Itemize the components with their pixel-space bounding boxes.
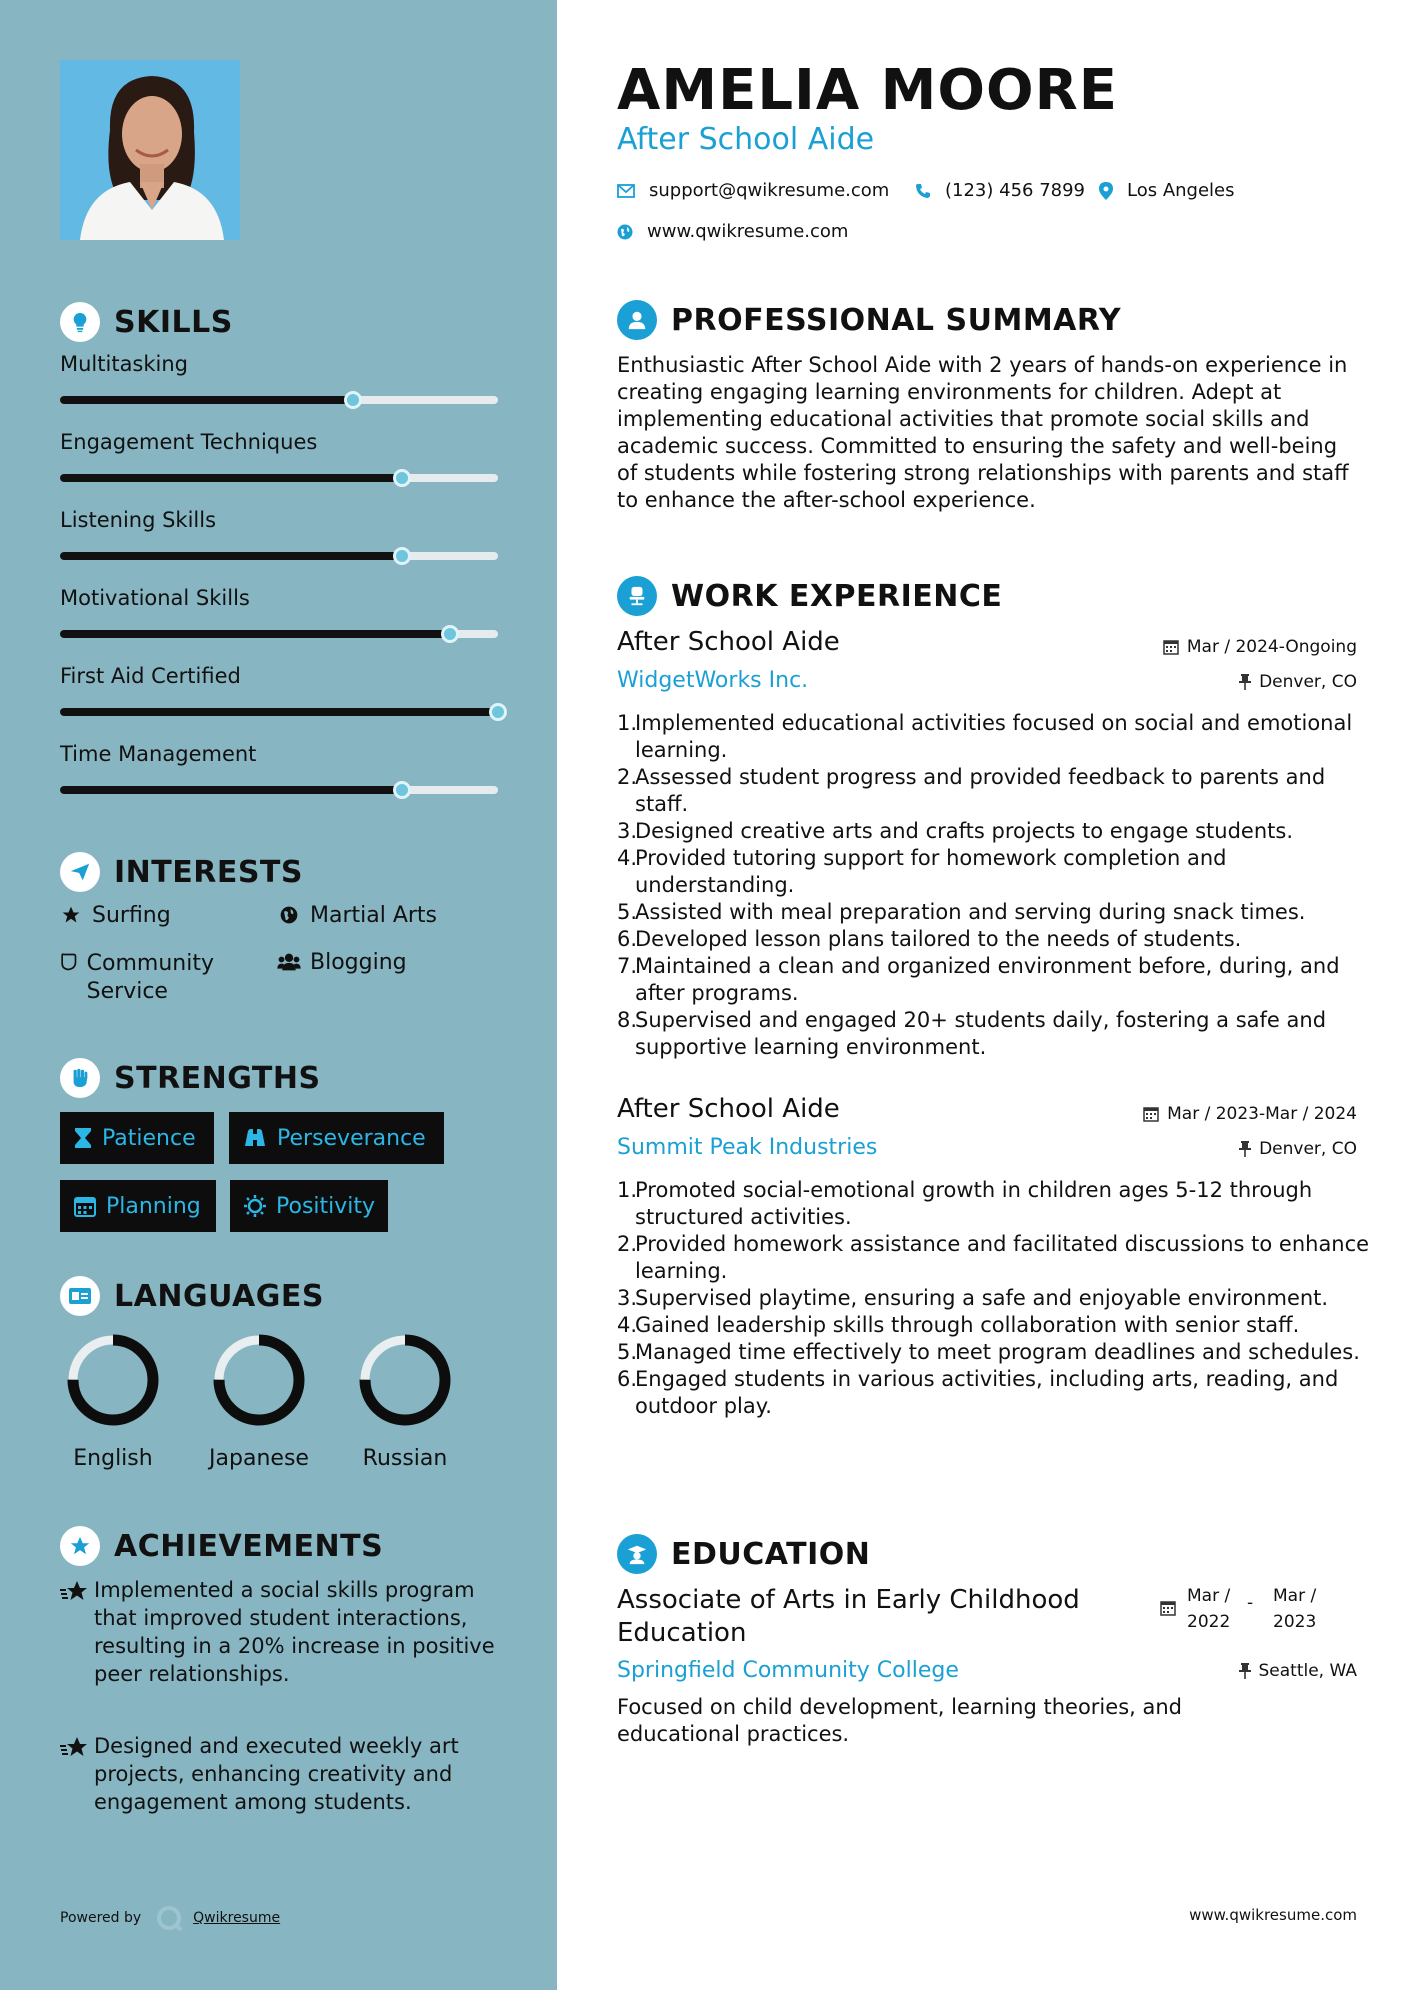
bullet-text: Implemented educational activities focused on social and emotional learning. [635, 711, 1353, 762]
job-company: WidgetWorks Inc. [617, 668, 809, 693]
bullet-number: 6. [617, 927, 638, 951]
job-title: After School Aide [617, 627, 840, 657]
bullet-text: Promoted social-emotional growth in children ages 5-12 through structured activities. [635, 1178, 1313, 1229]
interest-blogging [276, 950, 407, 975]
job-company: Summit Peak Industries [617, 1135, 878, 1160]
calendar-icon [1143, 1106, 1159, 1122]
bullet-text: Provided tutoring support for homework completion and understanding. [635, 846, 1227, 897]
bullet-number: 4. [617, 846, 638, 870]
skill-bar-knob [393, 781, 411, 799]
contact-location [1099, 180, 1235, 201]
shooting-star-icon [60, 1732, 94, 1816]
pushpin-icon [1239, 1663, 1251, 1679]
languages-header [60, 1276, 324, 1316]
skill-bar [60, 708, 498, 716]
skill-bar-fill [60, 630, 450, 638]
bullet-number: 1. [617, 1178, 638, 1202]
education-location-text: Seattle, WA [1258, 1661, 1357, 1681]
language-label: English [73, 1446, 153, 1471]
language-label: Russian [362, 1446, 448, 1471]
language-japanese [194, 1330, 324, 1471]
interests-title: INTERESTS [114, 854, 303, 890]
language-russian [340, 1330, 470, 1471]
skill-label: Time Management [60, 742, 257, 766]
job-bullet [617, 1177, 1377, 1231]
job-location-text: Denver, CO [1259, 1139, 1357, 1159]
strength-badge-positivity [230, 1180, 388, 1232]
language-ring-russian [355, 1330, 455, 1430]
paper-plane-icon [60, 852, 100, 892]
main-content [557, 0, 1407, 1990]
skill-bar-fill [60, 786, 402, 794]
phone-text: (123) 456 7899 [945, 180, 1086, 201]
strength-badge-perseverance [229, 1112, 444, 1164]
bullet-number: 8. [617, 1008, 638, 1032]
skills-header [60, 302, 233, 342]
binoculars-icon [243, 1128, 267, 1148]
fist-icon [60, 1058, 100, 1098]
users-icon [276, 950, 302, 972]
contact-phone [915, 180, 1085, 201]
hand-icon [58, 950, 79, 972]
skill-label: Listening Skills [60, 508, 217, 532]
phone-icon [915, 183, 931, 199]
skill-label: Motivational Skills [60, 586, 250, 610]
calendar-icon [1160, 1600, 1176, 1616]
website-link[interactable]: www.qwikresume.com [647, 221, 849, 242]
star-icon [58, 903, 84, 925]
skill-bar [60, 630, 498, 638]
graduate-icon [617, 1534, 657, 1574]
language-ring-japanese [209, 1330, 309, 1430]
summary-header [617, 300, 1121, 340]
interest-surfing [58, 903, 171, 928]
education-school: Springfield Community College [617, 1658, 959, 1683]
strength-label: Planning [106, 1193, 201, 1219]
interest-label: Surfing [92, 903, 171, 928]
envelope-icon [617, 184, 635, 198]
job-dates-text: Mar / 2023-Mar / 2024 [1167, 1104, 1357, 1124]
bullet-number: 3. [617, 819, 638, 843]
strength-badge-patience [60, 1112, 214, 1164]
qwikresume-link[interactable]: Qwikresume [193, 1910, 281, 1926]
achievement-text: Implemented a social skills program that improved student interactions, resulting in a 20% increase in positive peer relationships. [94, 1578, 495, 1686]
language-ring-english [63, 1330, 163, 1430]
qwikresume-logo-icon [155, 1904, 183, 1932]
star-badge-icon [60, 1526, 100, 1566]
skill-bar [60, 786, 498, 794]
profile-photo [60, 60, 240, 240]
globe-icon [617, 224, 633, 240]
strengths-title: STRENGTHS [114, 1060, 321, 1096]
date-separator: - [1247, 1593, 1254, 1613]
globe-icon [276, 903, 302, 925]
bullet-text: Assisted with meal preparation and serving during snack times. [635, 900, 1306, 924]
lightbulb-icon [60, 302, 100, 342]
powered-label: Powered by [60, 1910, 142, 1926]
job-bullet [617, 818, 1377, 845]
skill-bar-knob [393, 547, 411, 565]
job-location-text: Denver, CO [1259, 672, 1357, 692]
bullet-text: Designed creative arts and crafts projects to engage students. [635, 819, 1293, 843]
job-bullet [617, 845, 1377, 899]
skill-label: Multitasking [60, 352, 189, 376]
bullet-text: Developed lesson plans tailored to the needs of students. [635, 927, 1242, 951]
skill-bar [60, 474, 498, 482]
skill-label: First Aid Certified [60, 664, 241, 688]
work-header [617, 576, 1002, 616]
education-degree: Associate of Arts in Early Childhood Education [617, 1585, 1080, 1648]
achievement-text: Designed and executed weekly art projects, enhancing creativity and engagement among students. [94, 1734, 459, 1814]
skill-item [60, 352, 498, 404]
strength-badge-planning [60, 1180, 216, 1232]
work-title: WORK EXPERIENCE [671, 578, 1003, 614]
shooting-star-icon [60, 1576, 94, 1688]
skill-item [60, 586, 498, 638]
id-card-icon [60, 1276, 100, 1316]
pushpin-icon [1239, 674, 1251, 690]
job-bullet [617, 710, 1377, 764]
bullet-text: Assessed student progress and provided feedback to parents and staff. [635, 765, 1326, 816]
job-bullet-list [617, 710, 1377, 1061]
job-dates-text: Mar / 2024-Ongoing [1186, 637, 1357, 657]
skill-item [60, 430, 498, 482]
bullet-text: Managed time effectively to meet program deadlines and schedules. [635, 1340, 1360, 1364]
skill-bar-knob [441, 625, 459, 643]
education-end-date: Mar / 2023 [1273, 1586, 1317, 1632]
job-bullet [617, 1366, 1377, 1420]
language-label: Japanese [209, 1446, 309, 1471]
skill-item [60, 742, 498, 794]
education-header [617, 1534, 870, 1574]
interest-community-service [58, 950, 258, 1006]
bullet-text: Supervised playtime, ensuring a safe and enjoyable environment. [635, 1286, 1329, 1310]
skill-bar-knob [489, 703, 507, 721]
interest-label: Community Service [86, 951, 214, 1004]
skill-label: Engagement Techniques [60, 430, 318, 454]
bullet-number: 5. [617, 1340, 638, 1364]
powered-by [60, 1904, 280, 1932]
achievement-item [60, 1732, 500, 1816]
interests-header [60, 852, 303, 892]
job-bullet [617, 953, 1377, 1007]
bullet-number: 3. [617, 1286, 638, 1310]
calendar-icon [74, 1195, 96, 1217]
skills-title: SKILLS [114, 304, 233, 340]
hourglass-icon [74, 1127, 92, 1149]
job-bullet [617, 1312, 1377, 1339]
bullet-number: 4. [617, 1313, 638, 1337]
person-title: After School Aide [617, 122, 875, 157]
bullet-text: Provided homework assistance and facilitated discussions to enhance learning. [635, 1232, 1370, 1283]
map-pin-icon [1099, 182, 1113, 200]
interest-label: Martial Arts [310, 903, 438, 928]
interest-martial-arts [276, 903, 437, 928]
bullet-number: 7. [617, 954, 638, 978]
bullet-text: Maintained a clean and organized environment before, during, and after programs. [635, 954, 1340, 1005]
calendar-icon [1163, 639, 1179, 655]
bullet-number: 1. [617, 711, 638, 735]
job-bullet-list [617, 1177, 1377, 1420]
strengths-header [60, 1058, 321, 1098]
skill-bar-knob [393, 469, 411, 487]
job-bullet [617, 926, 1377, 953]
email-link[interactable]: support@qwikresume.com [649, 180, 890, 201]
job-bullet [617, 1339, 1377, 1366]
strength-label: Perseverance [277, 1125, 426, 1151]
summary-title: PROFESSIONAL SUMMARY [671, 302, 1122, 338]
job-bullet [617, 899, 1377, 926]
skill-item [60, 508, 498, 560]
sidebar [0, 0, 557, 1990]
education-location [1239, 1661, 1358, 1681]
achievement-item [60, 1576, 500, 1688]
strength-label: Patience [102, 1125, 196, 1151]
sun-icon [244, 1195, 266, 1217]
summary-text: Enthusiastic After School Aide with 2 years of hands-on experience in creating engaging learning environments for children. Adept at implementing educational activities that promote social skills and academic success. Committed to ensuring the safety and well-being of students while fostering strong relationships with parents and staff to enhance the after-school experience. [617, 353, 1349, 512]
footer-url: www.qwikresume.com [1189, 1906, 1357, 1924]
skill-bar-fill [60, 552, 402, 560]
pushpin-icon [1239, 1141, 1251, 1157]
bullet-text: Engaged students in various activities, including arts, reading, and outdoor play. [635, 1367, 1339, 1418]
interest-label: Blogging [310, 950, 407, 975]
achievements-header [60, 1526, 383, 1566]
bullet-number: 2. [617, 1232, 638, 1256]
location-text: Los Angeles [1127, 180, 1235, 201]
bullet-number: 6. [617, 1367, 638, 1391]
skill-bar-fill [60, 708, 498, 716]
job-dates [1163, 637, 1357, 657]
skill-bar-fill [60, 474, 402, 482]
contact-website [617, 221, 848, 242]
contact-email [617, 180, 889, 201]
job-bullet [617, 1285, 1377, 1312]
education-title: EDUCATION [671, 1536, 871, 1572]
job-location [1239, 1139, 1357, 1159]
strength-label: Positivity [276, 1193, 376, 1219]
skill-bar [60, 552, 498, 560]
bullet-text: Gained leadership skills through collaboration with senior staff. [635, 1313, 1300, 1337]
job-location [1239, 672, 1357, 692]
education-description: Focused on child development, learning theories, and educational practices. [617, 1695, 1182, 1746]
skill-bar-fill [60, 396, 353, 404]
bullet-number: 2. [617, 765, 638, 789]
job-dates [1143, 1104, 1357, 1124]
user-icon [617, 300, 657, 340]
job-bullet [617, 1007, 1377, 1061]
language-english [48, 1330, 178, 1471]
bullet-number: 5. [617, 900, 638, 924]
bullet-text: Supervised and engaged 20+ students daily, fostering a safe and supportive learning environment. [635, 1008, 1327, 1059]
education-start-date: Mar / 2022 [1187, 1586, 1231, 1632]
job-title: After School Aide [617, 1094, 840, 1124]
job-bullet [617, 764, 1377, 818]
languages-title: LANGUAGES [114, 1278, 324, 1314]
skill-bar-knob [344, 391, 362, 409]
job-bullet [617, 1231, 1377, 1285]
skill-item [60, 664, 498, 716]
skill-bar [60, 396, 498, 404]
office-chair-icon [617, 576, 657, 616]
achievements-title: ACHIEVEMENTS [114, 1528, 384, 1564]
person-name: AMELIA MOORE [617, 58, 1118, 123]
